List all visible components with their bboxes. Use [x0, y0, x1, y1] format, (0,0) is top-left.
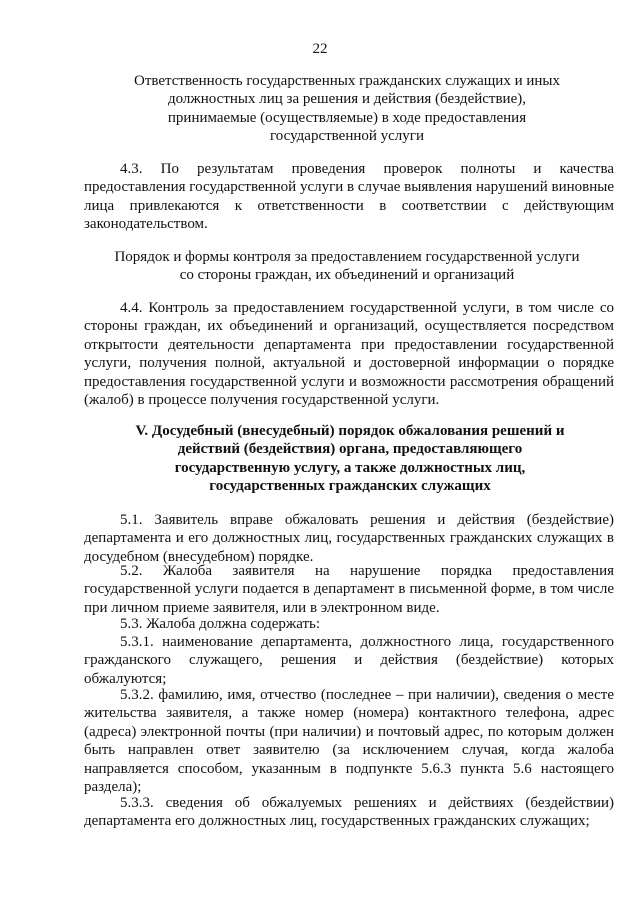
paragraph-5-3-3: 5.3.3. сведения об обжалуемых решениях и действиях (бездействии) департамента его должностных лиц, государственных гражданских служащих;: [84, 795, 614, 830]
paragraph-5-3-2: 5.3.2. фамилию, имя, отчество (последнее – при наличии), сведения о месте жительства заявителя, а также номер (номера) контактного телефона, адрес (адреса) электронной почты (при наличии) и почтовый адрес, по которым должен быть направлен ответ заявителю (за исключением случая, когда жалоба направляется способом, указанным в подпункте 5.6.3 пункта 5.6 настоящего раздела);: [84, 687, 614, 796]
paragraph-5-3-1: 5.3.1. наименование департамента, должностного лица, государственного гражданского служащего, решения и действия (бездействие) которых обжалуются;: [84, 634, 614, 687]
paragraph-5-2: 5.2. Жалоба заявителя на нарушение порядка предоставления государственной услуги подается в департамент в письменной форме, в том числе при личном приеме заявителя, или в электронном виде.: [84, 563, 614, 616]
paragraph-4-3: 4.3. По результатам проведения проверок полноты и качества предоставления государственной услуги в случае выявления нарушений виновные лица привлекаются к ответственности в соответствии с действующим законодательством.: [84, 161, 614, 233]
paragraph-5-3: 5.3. Жалоба должна содержать:: [120, 616, 321, 632]
paragraph-5-1: 5.1. Заявитель вправе обжаловать решения и действия (бездействие) департамента и его должностных лиц, государственных гражданских служащих в досудебном (внесудебном) порядке.: [84, 512, 614, 565]
section-heading-control: Порядок и формы контроля за предоставлением государственной услуги со стороны граждан, их объединений и организаций: [114, 249, 580, 284]
chapter-heading-v: V. Досудебный (внесудебный) порядок обжалования решений и действий (бездействия) органа, предоставляющего государственную услугу, а также должностных лиц, государственных гражданских служащих: [135, 423, 565, 495]
paragraph-4-4: 4.4. Контроль за предоставлением государственной услуги, в том числе со стороны граждан, их объединений и организаций, осуществляется посредством открытости деятельности департамента при предоставлении государственной услуги, получения полной, актуальной и достоверной информации о порядке предоставления государственной услуги и возможности рассмотрения обращений (жалоб) в процессе получения государственной услуги.: [84, 300, 614, 409]
section-heading-responsibility: Ответственность государственных гражданских служащих и иных должностных лиц за решения и действия (бездействие), принимаемые (осуществляемые) в ходе предоставления государственной услуги: [134, 73, 560, 145]
page-number: 22: [312, 41, 328, 57]
